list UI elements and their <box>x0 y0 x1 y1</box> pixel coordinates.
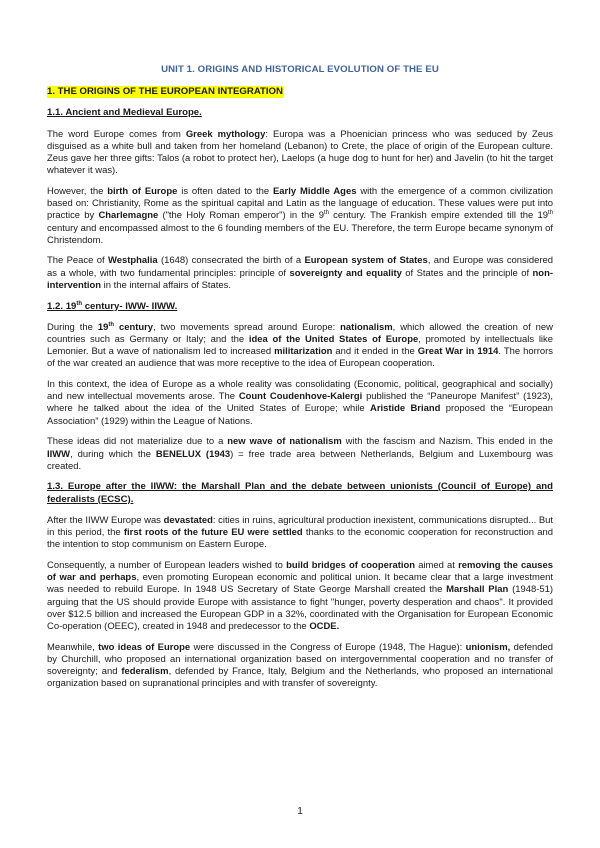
section-heading: 1. THE ORIGINS OF THE EUROPEAN INTEGRATION <box>47 86 283 98</box>
paragraph: Meanwhile, two ideas of Europe were discussed in the Congress of Europe (1948, The Hague): unionism, defended by Churchill, who proposed an international organization based on intergovernmental cooperation and no transfer of sovereignty; and federalism, defended by France, Italy, Belgium and the Netherlands, who proposed an international organization based on supranational principles and with transfer of sovereignty. <box>47 641 554 690</box>
subsection-heading-1-2: 1.2. 19th century- IWW- IIWW. <box>47 300 178 312</box>
page-number: 1 <box>297 806 303 817</box>
paragraph: In this context, the idea of Europe as a whole reality was consolidating (Economic, political, geographical and socially) and new intellectual movements arose. The Count Coudenhove-Kalergi published the “Paneurope Manifest” (1923), where he talked about the idea of the United States of Europe; while Aristide Briand proposed the “European Association” (1929) within the League of Nations. <box>47 379 553 427</box>
paragraph: However, the birth of Europe is often dated to the Early Middle Ages with the emergence of a common civilization based on: Christianity, Rome as the spiritual capital and Latin as the language of education. These values were put into practice by Charlemagne ("the Holy Roman emperor") in the 9th century. The Frankish empire extended till the 19th century and encompassed almost to the 6 founding members of the EU. Therefore, the term Europe became synonym of Christendom. <box>47 185 553 246</box>
subsection-number: 1.3. <box>47 481 64 493</box>
document-body <box>47 64 553 699</box>
paragraph: The Peace of Westphalia (1648) consecrated the birth of a European system of States, and Europe was considered as a whole, with two fundamental principles: principle of sovereignty and equality of States and the principle of non-intervention in the internal affairs of States. <box>47 255 553 291</box>
subsection-number: 1.2. <box>47 300 64 312</box>
paragraph: The word Europe comes from Greek mythology: Europa was a Phoenician princess who was seduced by Zeus disguised as a white bull and taken from her homeland (Lebanon) to Crete, the place of origin of the European culture. Zeus gave her three gifts: Talos (a robot to protect her), Laelops (a huge dog to hunt for her) and Javelin (to hit the target whatever it was). <box>47 128 553 177</box>
paragraph: These ideas did not materialize due to a new wave of nationalism with the fascism and Nazism. This ended in the IIWW, during which the BENELUX (1943) = free trade area between Netherlands, Belgium and Luxembourg was created. <box>47 436 553 472</box>
paragraph: After the IIWW Europe was devastated: cities in ruins, agricultural production inexistent, communications disrupted... But in this period, the first roots of the future EU were settled thanks to the economic cooperation for reconstruction and the intention to stop communism on Eastern Europe. <box>47 514 553 551</box>
subsection-heading-1-1 <box>47 107 553 119</box>
subsection-number: 1.1. <box>47 107 64 119</box>
paragraph: During the 19th century, two movements spread around Europe: nationalism, which allowed the creation of new countries such as Germany or Italy; and the idea of the United States of Europe, promoted by intellectuals like Lemonier. But a wave of nationalism led to increased militarization and it ended in the Great War in 1914. The horrors of the war created an audience that was more receptive to the idea of European cooperation. <box>47 321 554 370</box>
subsection-title: Ancient and Medieval Europe. <box>65 107 202 119</box>
unit-title: UNIT 1. ORIGINS AND HISTORICAL EVOLUTION OF THE EU <box>161 64 439 75</box>
paragraph: Consequently, a number of European leaders wished to build bridges of cooperation aimed at removing the causes of war and perhaps, even promoting European economic and political union. It became clear that a large investment was needed to rebuild Europe. In 1948 US Secretary of State George Marshall created the Marshall Plan (1948-51) arguing that the US should provide Europe with assistance to fight "hunger, poverty desperation and chaos". It provided over $12.5 billion and increased the European GDP in a 32%, coordinated with the Organisation for European Economic Co-operation (OEEC), created in 1948 and predecessor to the OCDE. <box>47 560 553 633</box>
subsection-title: Europe after the IIWW: the Marshall Plan and the debate between unionists (Council of Europe) and federalists (ECSC). <box>47 481 553 505</box>
subsection-heading-1-3 <box>47 481 553 505</box>
